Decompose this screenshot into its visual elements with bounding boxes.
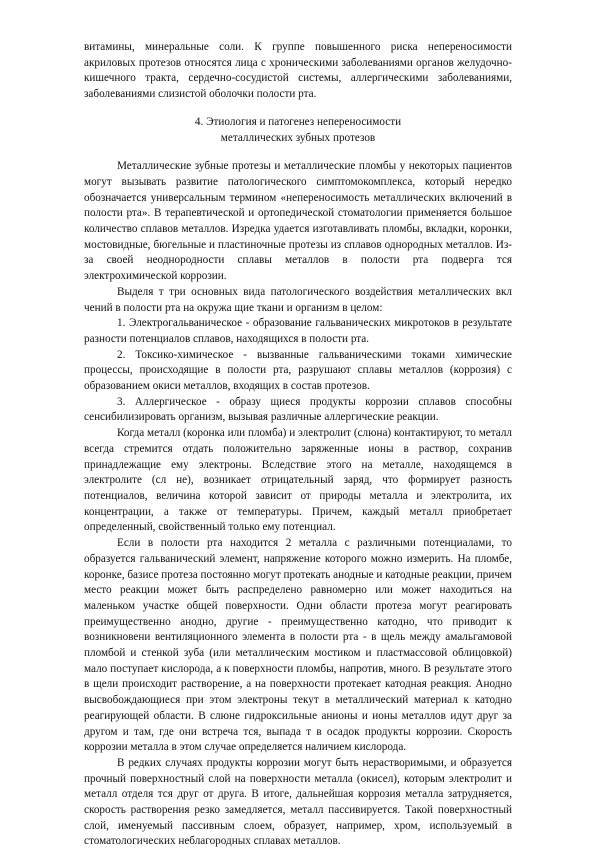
list-item-electrogalvanic: 1. Электрогальваническое - образование гальванических микротоков в результате разности потенциалов сплавов, находящихся в полости рта. xyxy=(84,317,512,345)
intro-paragraph: витамины, минеральные соли. К группе повышенного риска непереносимости акриловых протезов относятся лица с хроническими заболеваниями органов желудочно-кишечного тракта, сердечно-сосудистой системы, аллергическими заболеваниями, заболеваниями слизистой оболочки полости рта. xyxy=(84,41,512,101)
list-item-allergic: 3. Аллергическое - образу щиеся продукты коррозии сплавов способны сенсибилизировать организм, вызывая различные аллергические реакции. xyxy=(84,395,512,424)
section-heading-line1: 4. Этиология и патогенез непереносимости xyxy=(194,115,402,128)
section-heading xyxy=(84,115,512,146)
list-item-toxic-chemical: 2. Токсико-химическое - вызванные гальваническими токами химические процессы, происходящие в полости рта, разрушают сплавы металлов (коррозия) с образованием окиси металлов, входящих в состав протезов. xyxy=(84,348,512,393)
paragraph-three-types: Выделя т три основных вида патологического воздействия металлических вкл чений в полости рта на окружа щие ткани и организм в целом: xyxy=(84,285,512,314)
paragraph-metal-electrolyte: Когда металл (коронка или пломба) и электролит (слюна) контактируют, то металл всегда стремится отдать положительно заряженные ионы в раствор, сохранив принадлежащие ему электроны. Вследствие этого на металле, находящемся в электролите (сл не), возникает отрицательный заряд, что формирует разность потенциалов, величина которой зависит от природы металла и электролита, их концентрации, а также от температуры. Причем, каждый металл приобретает определенный, свойственный только ему потенциал. xyxy=(84,427,512,534)
page-content xyxy=(84,40,512,850)
section-heading-line2: металлических зубных протезов xyxy=(220,131,376,144)
paragraph-passive-layer: В редких случаях продукты коррозии могут быть нерастворимыми, и образуется прочный поверхностный слой на поверхности металла (окисел), которым электролит и металл отделя тся друг от друга. В итоге, дальнейшая коррозия металла затрудняется, скорость растворения резко замедляется, металл пассивируется. Такой поверхностный слой, именуемый пассивным слоем, образует, например, хром, используемый в стоматологических неблагородных сплавах металлов. xyxy=(84,756,512,848)
paragraph-metal-prostheses: Металлические зубные протезы и металлические пломбы у некоторых пациентов могут вызывать развитие патологического симптомокомплекса, который нередко обозначается универсальным термином «непереносимость металлических включений в полости рта». В терапевтической и ортопедической стоматологии применяется большое количество сплавов металлов. Изредка удается изготавливать пломбы, вкладки, коронки, мостовидные, бюгельные и пластиночные протезы из сплавов однородных металлов. Из-за своей неоднородности сплавы металлов в полости рта подверга тся электрохимической коррозии. xyxy=(84,160,512,283)
paragraph-galvanic-element: Если в полости рта находится 2 металла с различными потенциалами, то образуется гальванический элемент, напряжение которого можно измерить. На пломбе, коронке, базисе протеза постоянно могут протекать анодные и катодные реакции, причем место реакции может быть распределено равномерно или может находиться на маленьком участке общей поверхности. Одни области протеза могут реагировать преимущественно анодно, другие - преимущественно катодно, что приводит к возникновени вентиляционного элемента в полости рта - в щель между амальгамовой пломбой и стенкой зуба (или металлическим мостиком и пластмассовой облицовкой) мало поступает кислорода, а к поверхности пломбы, напротив, много. В результате этого в щели происходит растворение, а на поверхности протекает катодная реакция. Анодно высвобождающиеся при этом электроны текут в металлический материал к катодно реагирующей области. В слюне гидроксильные анионы и ионы металлов идут друг за другом и там, где они встреча тся, выпада т в осадок продукты коррозии. Скорость коррозии металла в этом случае определяется наличием кислорода. xyxy=(84,537,512,754)
